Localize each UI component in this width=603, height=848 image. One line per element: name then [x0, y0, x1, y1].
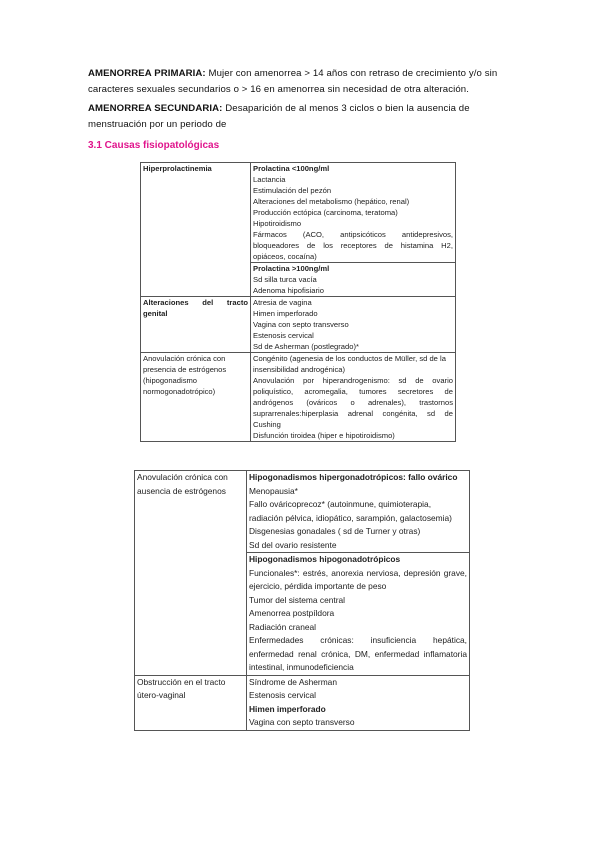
list-item: Producción ectópica (carcinoma, teratoma): [253, 208, 398, 217]
list-item: Radiación craneal: [249, 621, 317, 632]
list-item: Prolactina <100ng/ml: [253, 164, 330, 173]
causes-table-2: [134, 470, 470, 731]
table-row: [141, 353, 456, 442]
list-item: Prolactina >100ng/ml: [253, 264, 330, 273]
list-item: Hipotiroidismo: [253, 219, 302, 228]
table-row: [141, 163, 456, 263]
row-content: [247, 553, 470, 676]
row-content: [247, 675, 470, 730]
list-item: Síndrome de Asherman: [249, 676, 337, 687]
list-item: Vagina con septo transverso: [253, 320, 349, 329]
row-content: [251, 297, 456, 353]
table-row: [135, 675, 470, 730]
list-item: Sd de Asherman (postlegrado)*: [253, 342, 359, 351]
list-item: Enfermedades crónicas: insuficiencia hepática, enfermedad renal crónica, DM, enfermedad inflamatoria intestinal, inmunodeficiencia: [249, 635, 467, 672]
amenorrea-secundaria-label: AMENORREA SECUNDARIA:: [88, 103, 223, 114]
list-item: Fármacos (ACO, antipsicóticos antidepresivos, bloqueadores de los receptores de histamina H2, opiáceos, cocaína): [253, 230, 453, 261]
list-item: Adenoma hipofisiario: [253, 286, 324, 295]
list-item: Disfunción tiroidea (hiper e hipotiroidismo): [253, 431, 395, 440]
row-content: [251, 263, 456, 297]
list-item: Atresia de vagina: [253, 298, 312, 307]
list-item: Tumor del sistema central: [249, 594, 346, 605]
list-item: Vagina con septo transverso: [249, 717, 355, 727]
paragraph-amenorrea-primaria: [88, 66, 528, 98]
paragraph-amenorrea-secundaria: [88, 101, 528, 133]
list-item: Lactancia: [253, 175, 286, 184]
list-item: Estenosis cervical: [249, 690, 317, 700]
list-item: Congénito (agenesia de los conductos de Müller, sd de la insensibilidad androgénica): [253, 354, 446, 374]
list-item: Estimulación del pezón: [253, 186, 332, 195]
row-label-hiperprolactinemia: Hiperprolactinemia: [141, 163, 251, 297]
row-label-anovulacion-con-estrogenos: Anovulación crónica con presencia de estrógenos (hipogonadismo normogonadotrópico): [141, 353, 251, 442]
amenorrea-secundaria-text: Desaparición de al menos 3 ciclos o bien la ausencia de menstruación por un periodo de: [88, 103, 470, 130]
list-item: Fallo ováricoprecoz* (autoinmune, quimioterapia, radiación pélvica, idiopático, sarampión, galactosemia): [249, 499, 452, 523]
row-label-obstruccion-tracto: Obstrucción en el tracto útero-vaginal: [135, 675, 247, 730]
list-item: Alteraciones del metabolismo (hepático, renal): [253, 197, 410, 206]
causes-table-1: [140, 162, 456, 442]
row-content: [251, 163, 456, 263]
list-item: Disgenesias gonadales ( sd de Turner y otras): [249, 526, 421, 536]
list-item: Himen imperforado: [253, 309, 318, 318]
row-content: [247, 471, 470, 553]
list-item: Menopausia*: [249, 485, 298, 496]
row-label-anovulacion-sin-estrogenos: Anovulación crónica con ausencia de estrógenos: [135, 471, 247, 676]
list-item: Himen imperforado: [249, 703, 326, 714]
list-item: Sd silla turca vacía: [253, 275, 317, 284]
section-heading: 3.1 Causas fisiopatológicas: [88, 140, 220, 151]
amenorrea-primaria-text: Mujer con amenorrea > 14 años con retraso de crecimiento y/o sin caracteres sexuales secundarios o > 16 en amenorrea sin necesidad de otra alteración.: [88, 68, 498, 95]
list-item: Hipogonadismos hipogonadotrópicos: [249, 554, 401, 564]
list-item: Anovulación por hiperandrogenismo: sd de ovario poliquístico, acromegalia, tumores secretores de andrógenos (ováricos o adrenales), trastornos suprarrenales:hiperplasia adrenal congénita, sd de Cushing: [253, 376, 453, 429]
table-row: [141, 297, 456, 353]
row-content: [251, 353, 456, 442]
list-item: Estenosis cervical: [253, 331, 314, 340]
list-item: Sd del ovario resistente: [249, 539, 337, 550]
list-item: Amenorrea postpíldora: [249, 608, 335, 618]
row-label-tracto-genital: Alteraciones del tracto genital: [141, 297, 251, 353]
list-item: Funcionales*: estrés, anorexia nerviosa, depresión grave, ejercicio, pérdida importante de peso: [249, 567, 467, 591]
amenorrea-primaria-label: AMENORREA PRIMARIA:: [88, 68, 206, 79]
list-item: Hipogonadismos hipergonadotrópicos: fallo ovárico: [249, 472, 458, 482]
table-row: [135, 471, 470, 553]
